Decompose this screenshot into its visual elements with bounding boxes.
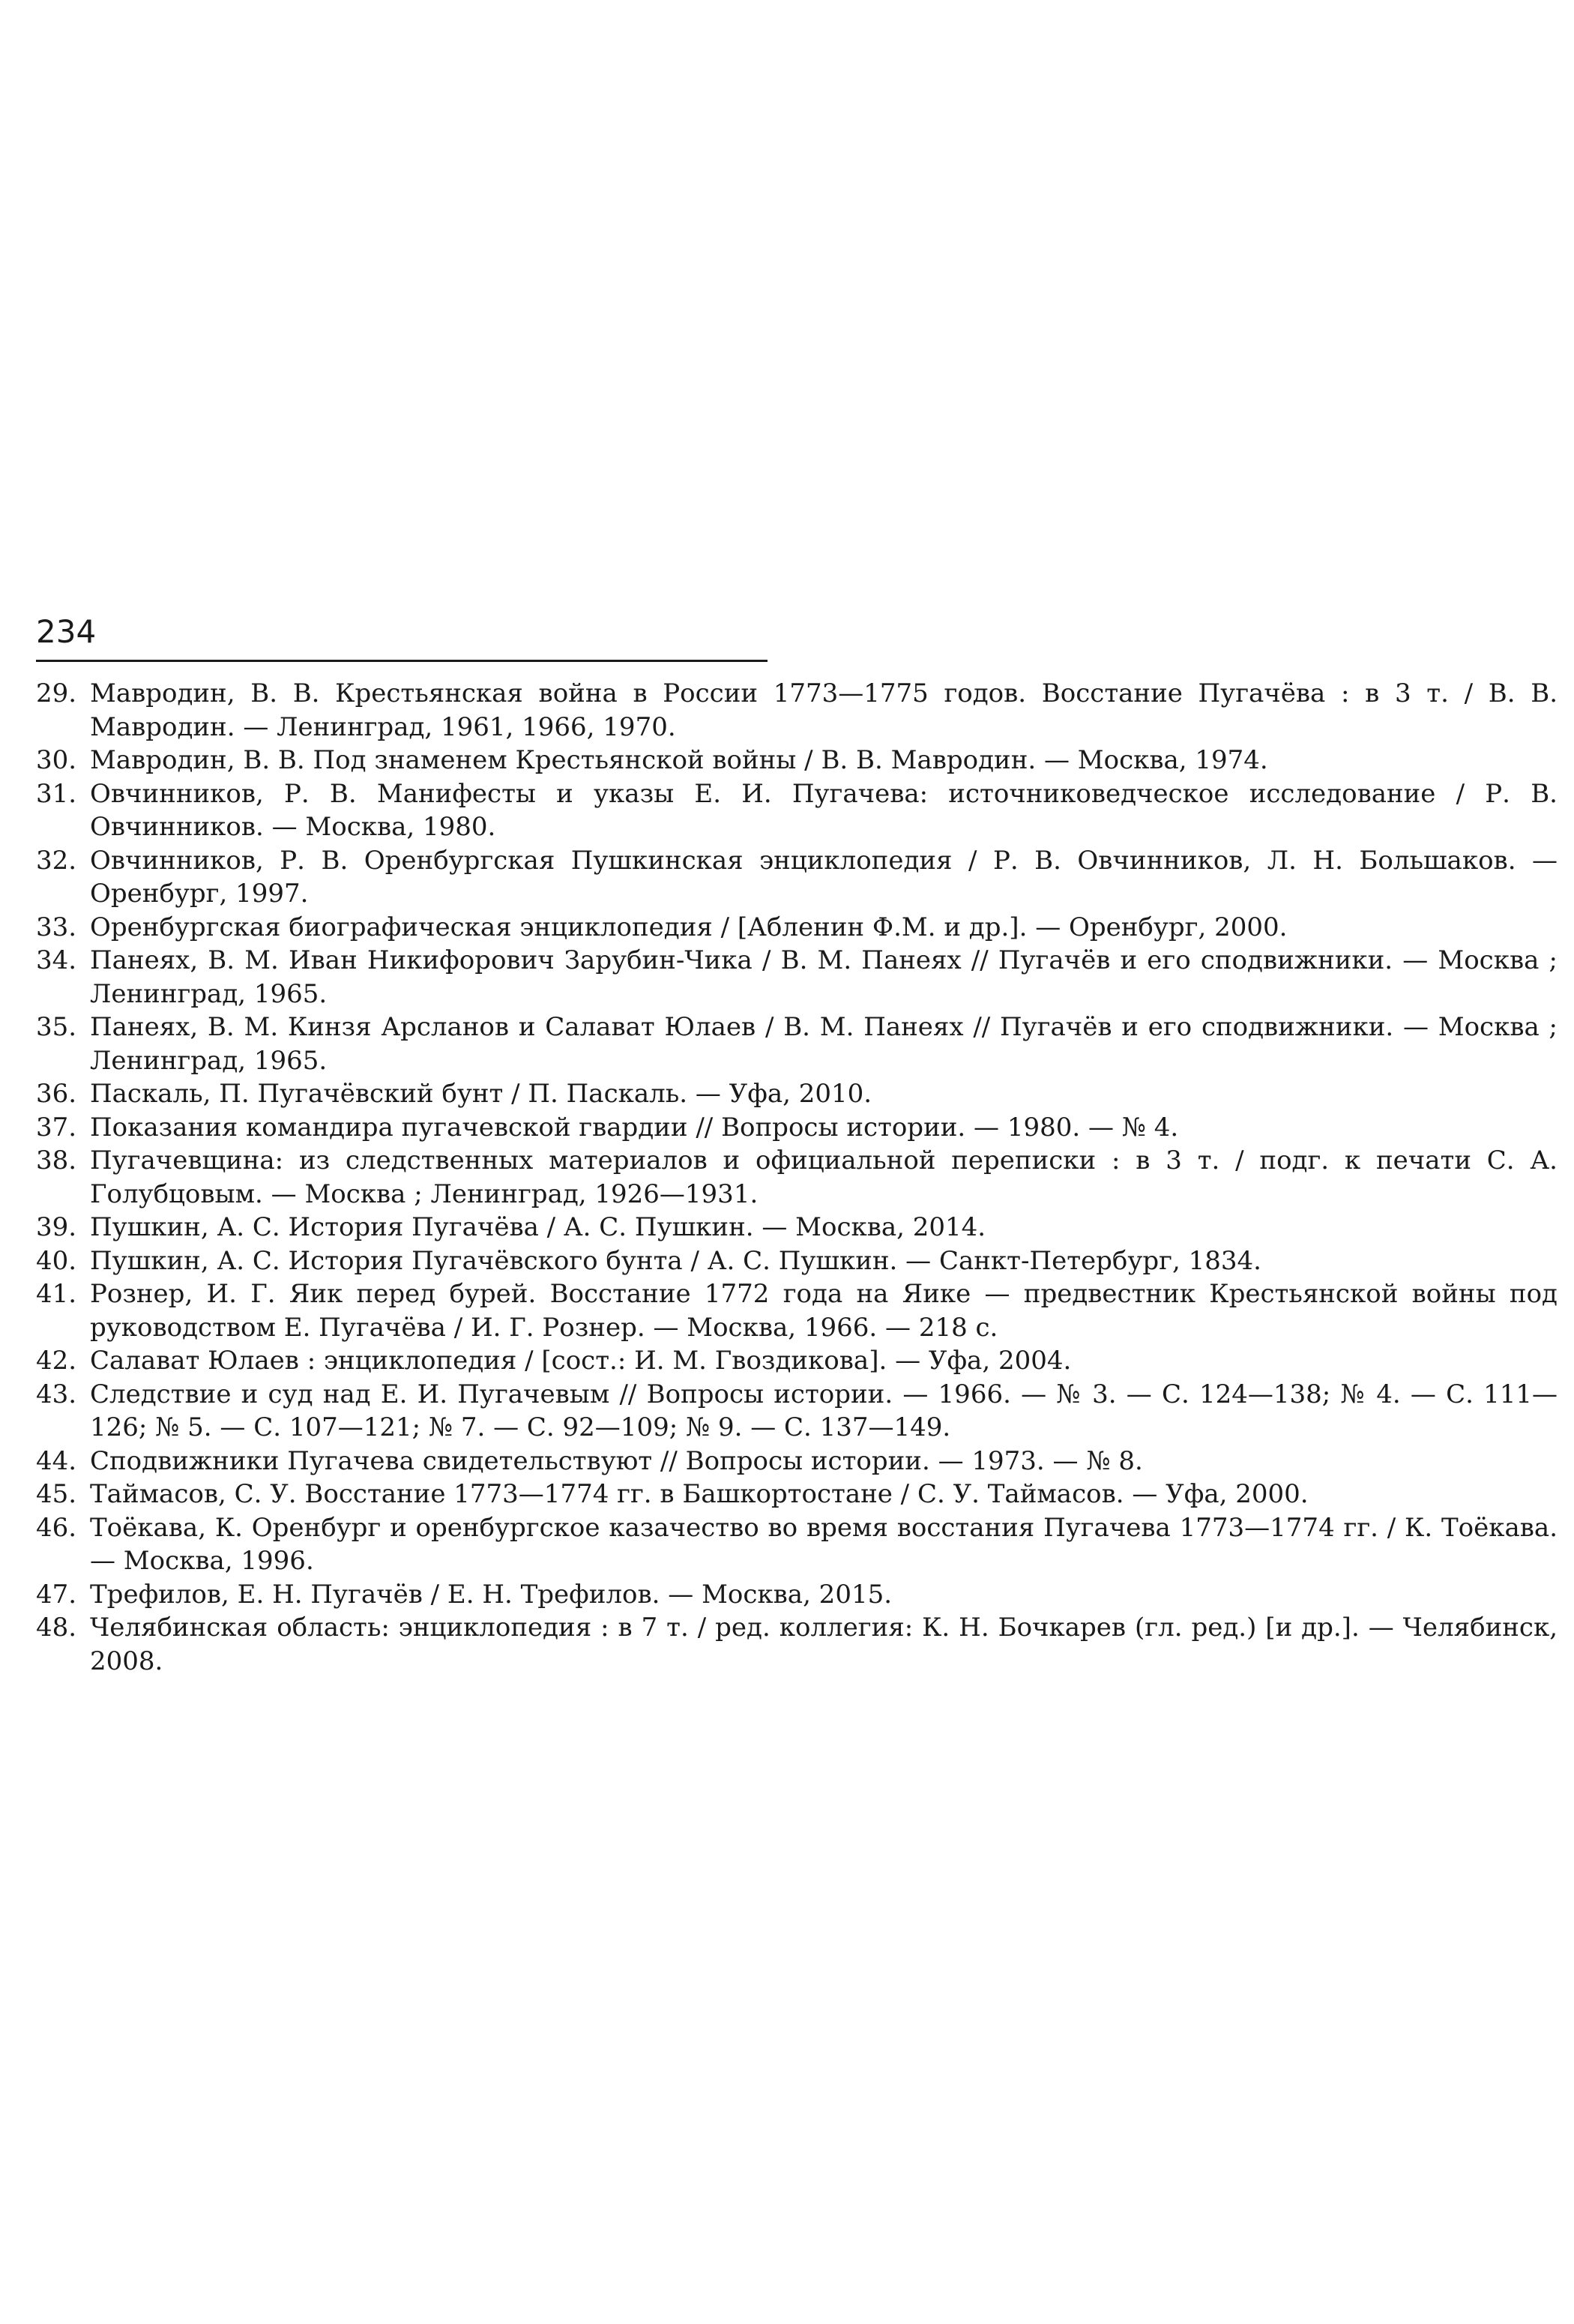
bibliography-list xyxy=(36,677,1558,1678)
reference-number: 38. xyxy=(36,1146,77,1175)
reference-item xyxy=(36,1344,1558,1378)
reference-number: 45. xyxy=(36,1479,77,1509)
reference-text: Трефилов, Е. Н. Пугачёв / Е. Н. Трефилов. — Москва, 2015. xyxy=(90,1579,893,1610)
reference-text: Показания командира пугачевской гвардии // Вопросы истории. — 1980. — № 4. xyxy=(90,1112,1179,1143)
reference-number: 33. xyxy=(36,912,77,942)
reference-number: 31. xyxy=(36,778,77,809)
reference-item xyxy=(36,1578,1558,1612)
reference-number: 48. xyxy=(36,1613,77,1643)
reference-number: 43. xyxy=(36,1379,77,1409)
reference-text: Мавродин, В. В. Крестьянская война в России 1773—1775 годов. Восстание Пугачёва : в 3 т. / В. В. Мавродин. — Ленинград, 1961, 1966, 1970. xyxy=(90,678,1558,742)
reference-number: 47. xyxy=(36,1579,77,1610)
reference-text: Таймасов, С. У. Восстание 1773—1774 гг. в Башкортостане / С. У. Таймасов. — Уфа, 2000. xyxy=(90,1479,1309,1509)
reference-item xyxy=(36,1211,1558,1244)
reference-number: 39. xyxy=(36,1212,77,1242)
reference-text: Овчинников, Р. В. Манифесты и указы Е. И. Пугачева: источниковедческое исследование / Р. В. Овчинников. — Москва, 1980. xyxy=(90,778,1558,842)
reference-item xyxy=(36,1277,1558,1344)
reference-item xyxy=(36,777,1558,844)
reference-number: 46. xyxy=(36,1512,77,1543)
reference-number: 30. xyxy=(36,745,77,775)
reference-text: Мавродин, В. В. Под знаменем Крестьянской войны / В. В. Мавродин. — Москва, 1974. xyxy=(90,745,1268,775)
reference-item xyxy=(36,1111,1558,1145)
reference-text: Рознер, И. Г. Яик перед бурей. Восстание 1772 года на Яике — предвестник Крестьянской войны под руководством Е. Пугачёва / И. Г. Рознер. — Москва, 1966. — 218 с. xyxy=(90,1279,1558,1343)
reference-number: 35. xyxy=(36,1012,77,1042)
reference-text: Пушкин, А. С. История Пугачёва / А. С. Пушкин. — Москва, 2014. xyxy=(90,1212,986,1242)
reference-number: 37. xyxy=(36,1112,77,1143)
reference-item xyxy=(36,677,1558,744)
reference-item xyxy=(36,1244,1558,1278)
reference-text: Паскаль, П. Пугачёвский бунт / П. Паскаль. — Уфа, 2010. xyxy=(90,1079,872,1109)
header-divider xyxy=(36,660,768,662)
reference-item xyxy=(36,1478,1558,1511)
reference-item xyxy=(36,844,1558,911)
reference-text: Пугачевщина: из следственных материалов и официальной переписки : в 3 т. / подг. к печати С. А. Голубцовым. — Москва ; Ленинград, 1926—1931. xyxy=(90,1146,1558,1209)
reference-text: Челябинская область: энциклопедия : в 7 т. / ред. коллегия: К. Н. Бочкарев (гл. ред.) [и др.]. — Челябинск, 2008. xyxy=(90,1613,1558,1676)
reference-text: Следствие и суд над Е. И. Пугачевым // Вопросы истории. — 1966. — № 3. — С. 124—138; № 4. — С. 111—126; № 5. — С. 107—121; № 7. — С. 92—109; № 9. — С. 137—149. xyxy=(90,1379,1558,1442)
reference-number: 34. xyxy=(36,945,77,975)
reference-number: 36. xyxy=(36,1079,77,1109)
reference-text: Пушкин, А. С. История Пугачёвского бунта / А. С. Пушкин. — Санкт-Петербург, 1834. xyxy=(90,1245,1261,1276)
reference-item xyxy=(36,911,1558,945)
reference-number: 29. xyxy=(36,678,77,708)
reference-item xyxy=(36,1144,1558,1211)
reference-item xyxy=(36,1378,1558,1445)
reference-item xyxy=(36,1011,1558,1077)
reference-item xyxy=(36,1511,1558,1578)
reference-number: 41. xyxy=(36,1279,77,1309)
reference-text: Оренбургская биографическая энциклопедия / [Абленин Ф.М. и др.]. — Оренбург, 2000. xyxy=(90,912,1288,942)
reference-item xyxy=(36,944,1558,1011)
reference-number: 44. xyxy=(36,1445,77,1476)
reference-text: Тоёкава, К. Оренбург и оренбургское казачество во время восстания Пугачева 1773—1774 гг. / К. Тоёкава. — Москва, 1996. xyxy=(90,1512,1558,1576)
page-number: 234 xyxy=(36,613,97,650)
reference-text: Панеях, В. М. Кинзя Арсланов и Салават Юлаев / В. М. Панеях // Пугачёв и его сподвижники. — Москва ; Ленинград, 1965. xyxy=(90,1012,1558,1076)
reference-item xyxy=(36,1611,1558,1678)
reference-text: Сподвижники Пугачева свидетельствуют // Вопросы истории. — 1973. — № 8. xyxy=(90,1445,1143,1476)
reference-number: 32. xyxy=(36,845,77,876)
reference-text: Панеях, В. М. Иван Никифорович Зарубин-Чика / В. М. Панеях // Пугачёв и его сподвижники. — Москва ; Ленинград, 1965. xyxy=(90,945,1558,1009)
reference-item xyxy=(36,744,1558,777)
reference-item xyxy=(36,1445,1558,1478)
reference-number: 40. xyxy=(36,1245,77,1276)
reference-number: 42. xyxy=(36,1346,77,1376)
reference-text: Салават Юлаев : энциклопедия / [сост.: И. М. Гвоздикова]. — Уфа, 2004. xyxy=(90,1346,1072,1376)
reference-item xyxy=(36,1077,1558,1111)
reference-text: Овчинников, Р. В. Оренбургская Пушкинская энциклопедия / Р. В. Овчинников, Л. Н. Большаков. — Оренбург, 1997. xyxy=(90,845,1558,909)
